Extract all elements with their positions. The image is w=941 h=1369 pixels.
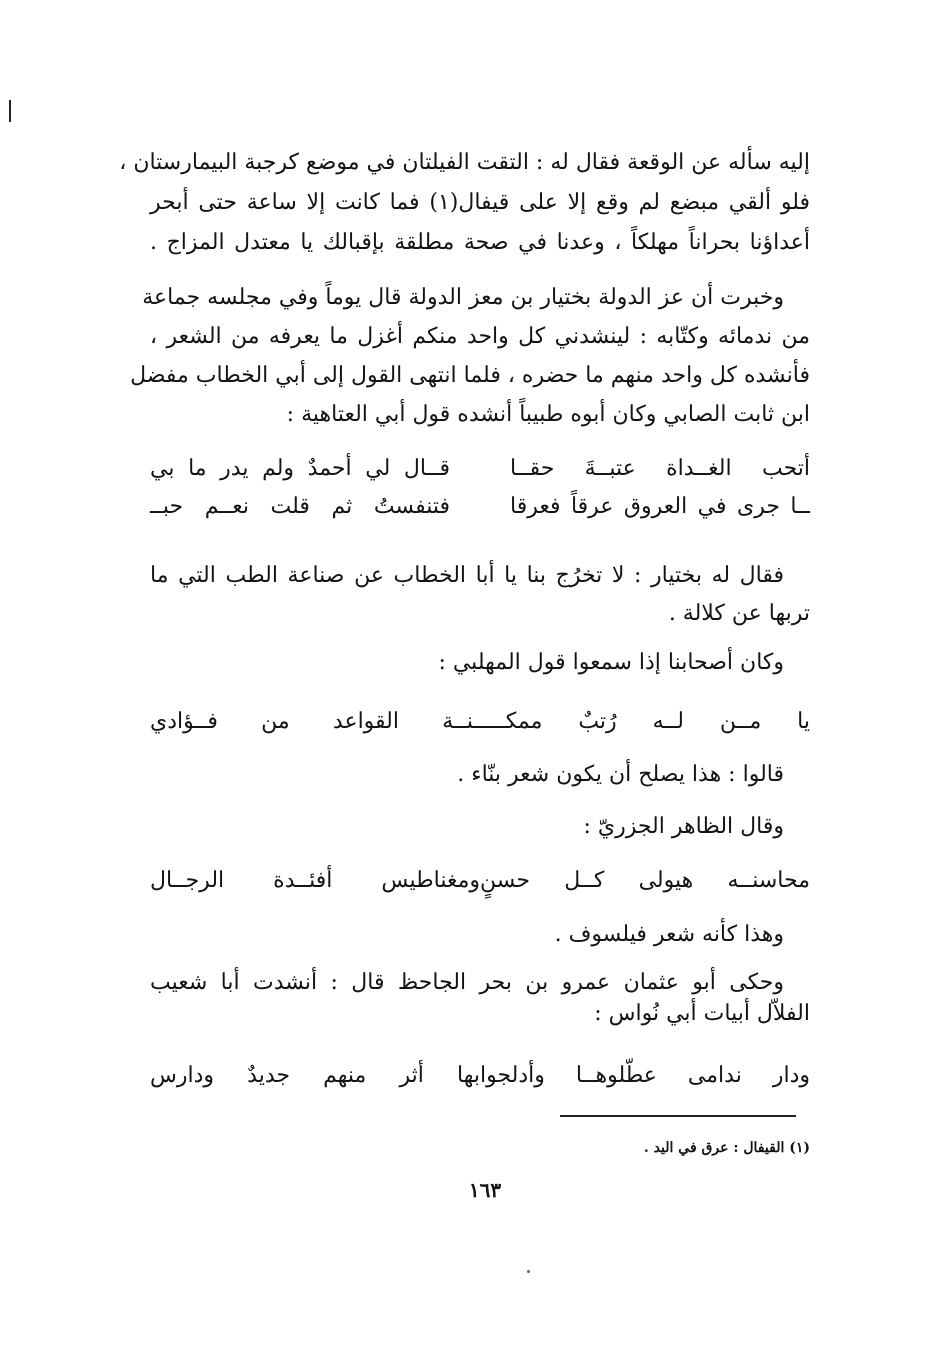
text-line: من ندمائه وكتّابه : لينشدني كل واحد منكم أغزل ما يعرفه من الشعر ، xyxy=(150,324,810,349)
page-number: ١٦٣ xyxy=(468,1178,502,1202)
verse-hemistich: يا مــن لــه رُتبٌ ممكــــ xyxy=(480,709,810,734)
text-line: إليه سأله عن الوقعة فقال له : التقت الفيلتان في موضع كرجبة البيمارستان ، xyxy=(119,150,810,175)
text-line: وحكى أبو عثمان عمرو بن بحر الجاحظ قال : أنشدت أبا شعيب xyxy=(150,970,784,995)
text-line: فأنشده كل واحد منهم ما حضره ، فلما انتهى القول إلى أبي الخطاب مفضل xyxy=(130,363,810,388)
verse-line xyxy=(150,1061,810,1091)
verse-line xyxy=(150,866,810,896)
verse-hemistich: أتحب الغــداة عتبــةَ حقــا xyxy=(510,456,810,481)
verse-hemistich: ومغناطيس أفئــدة الرجــال xyxy=(150,868,480,893)
verse-hemistich: محاسنــه هيولى كــل حسنٍ xyxy=(480,868,810,893)
text-line: وهذا كأنه شعر فيلسوف . xyxy=(554,922,784,947)
verse-hemistich: فتنفستُ ثم قلت نعــم حبــ xyxy=(150,494,450,519)
verse-line xyxy=(150,454,810,484)
text-line: فلو ألقي مبضع لم وقع إلا على قيفال(١) فما كانت إلا ساعة حتى أبحر xyxy=(150,190,810,215)
text-line: الفلاّل أبيات أبي نُواس : xyxy=(594,1001,810,1026)
text-line: وخبرت أن عز الدولة بختيار بن معز الدولة قال يوماً وفي مجلسه جماعة xyxy=(142,285,784,310)
footnote: (١) القيفال : عرق في اليد . xyxy=(643,1140,810,1156)
verse-line xyxy=(150,707,810,737)
text-line: وقال الظاهر الجزريّ : xyxy=(583,814,784,839)
verse-hemistich: ــا جرى في العروق عرقاً فعرقا xyxy=(510,494,810,519)
margin-mark xyxy=(9,100,11,122)
scan-speck xyxy=(527,1270,530,1273)
text-line: أعداؤنا بحراناً مهلكاً ، وعدنا في صحة مطلقة بإقبالك يا معتدل المزاج . xyxy=(150,230,810,255)
text-line: فقال له بختيار : لا تخرُج بنا يا أبا الخطاب عن صناعة الطب التي ما xyxy=(150,563,784,588)
text-line: وكان أصحابنا إذا سمعوا قول المهلبي : xyxy=(438,650,784,675)
text-line: قالوا : هذا يصلح أن يكون شعر بنّاء . xyxy=(457,762,784,787)
verse-hemistich: قــال لي أحمدٌ ولم يدر ما بي xyxy=(150,456,450,481)
footnote-divider xyxy=(560,1115,796,1117)
verse-hemistich: ودار ندامى عطّلوهــا وأدلجوا xyxy=(480,1063,810,1088)
verse-hemistich: ـنــة القواعد من فــؤادي xyxy=(150,709,480,734)
verse-line xyxy=(150,492,810,522)
verse-hemistich: بها أثر منهم جديدٌ ودارس xyxy=(150,1063,480,1088)
text-line: تربها عن كلالة . xyxy=(668,601,810,626)
text-line: ابن ثابت الصابي وكان أبوه طبيباً أنشده قول أبي العتاهية : xyxy=(286,402,810,427)
